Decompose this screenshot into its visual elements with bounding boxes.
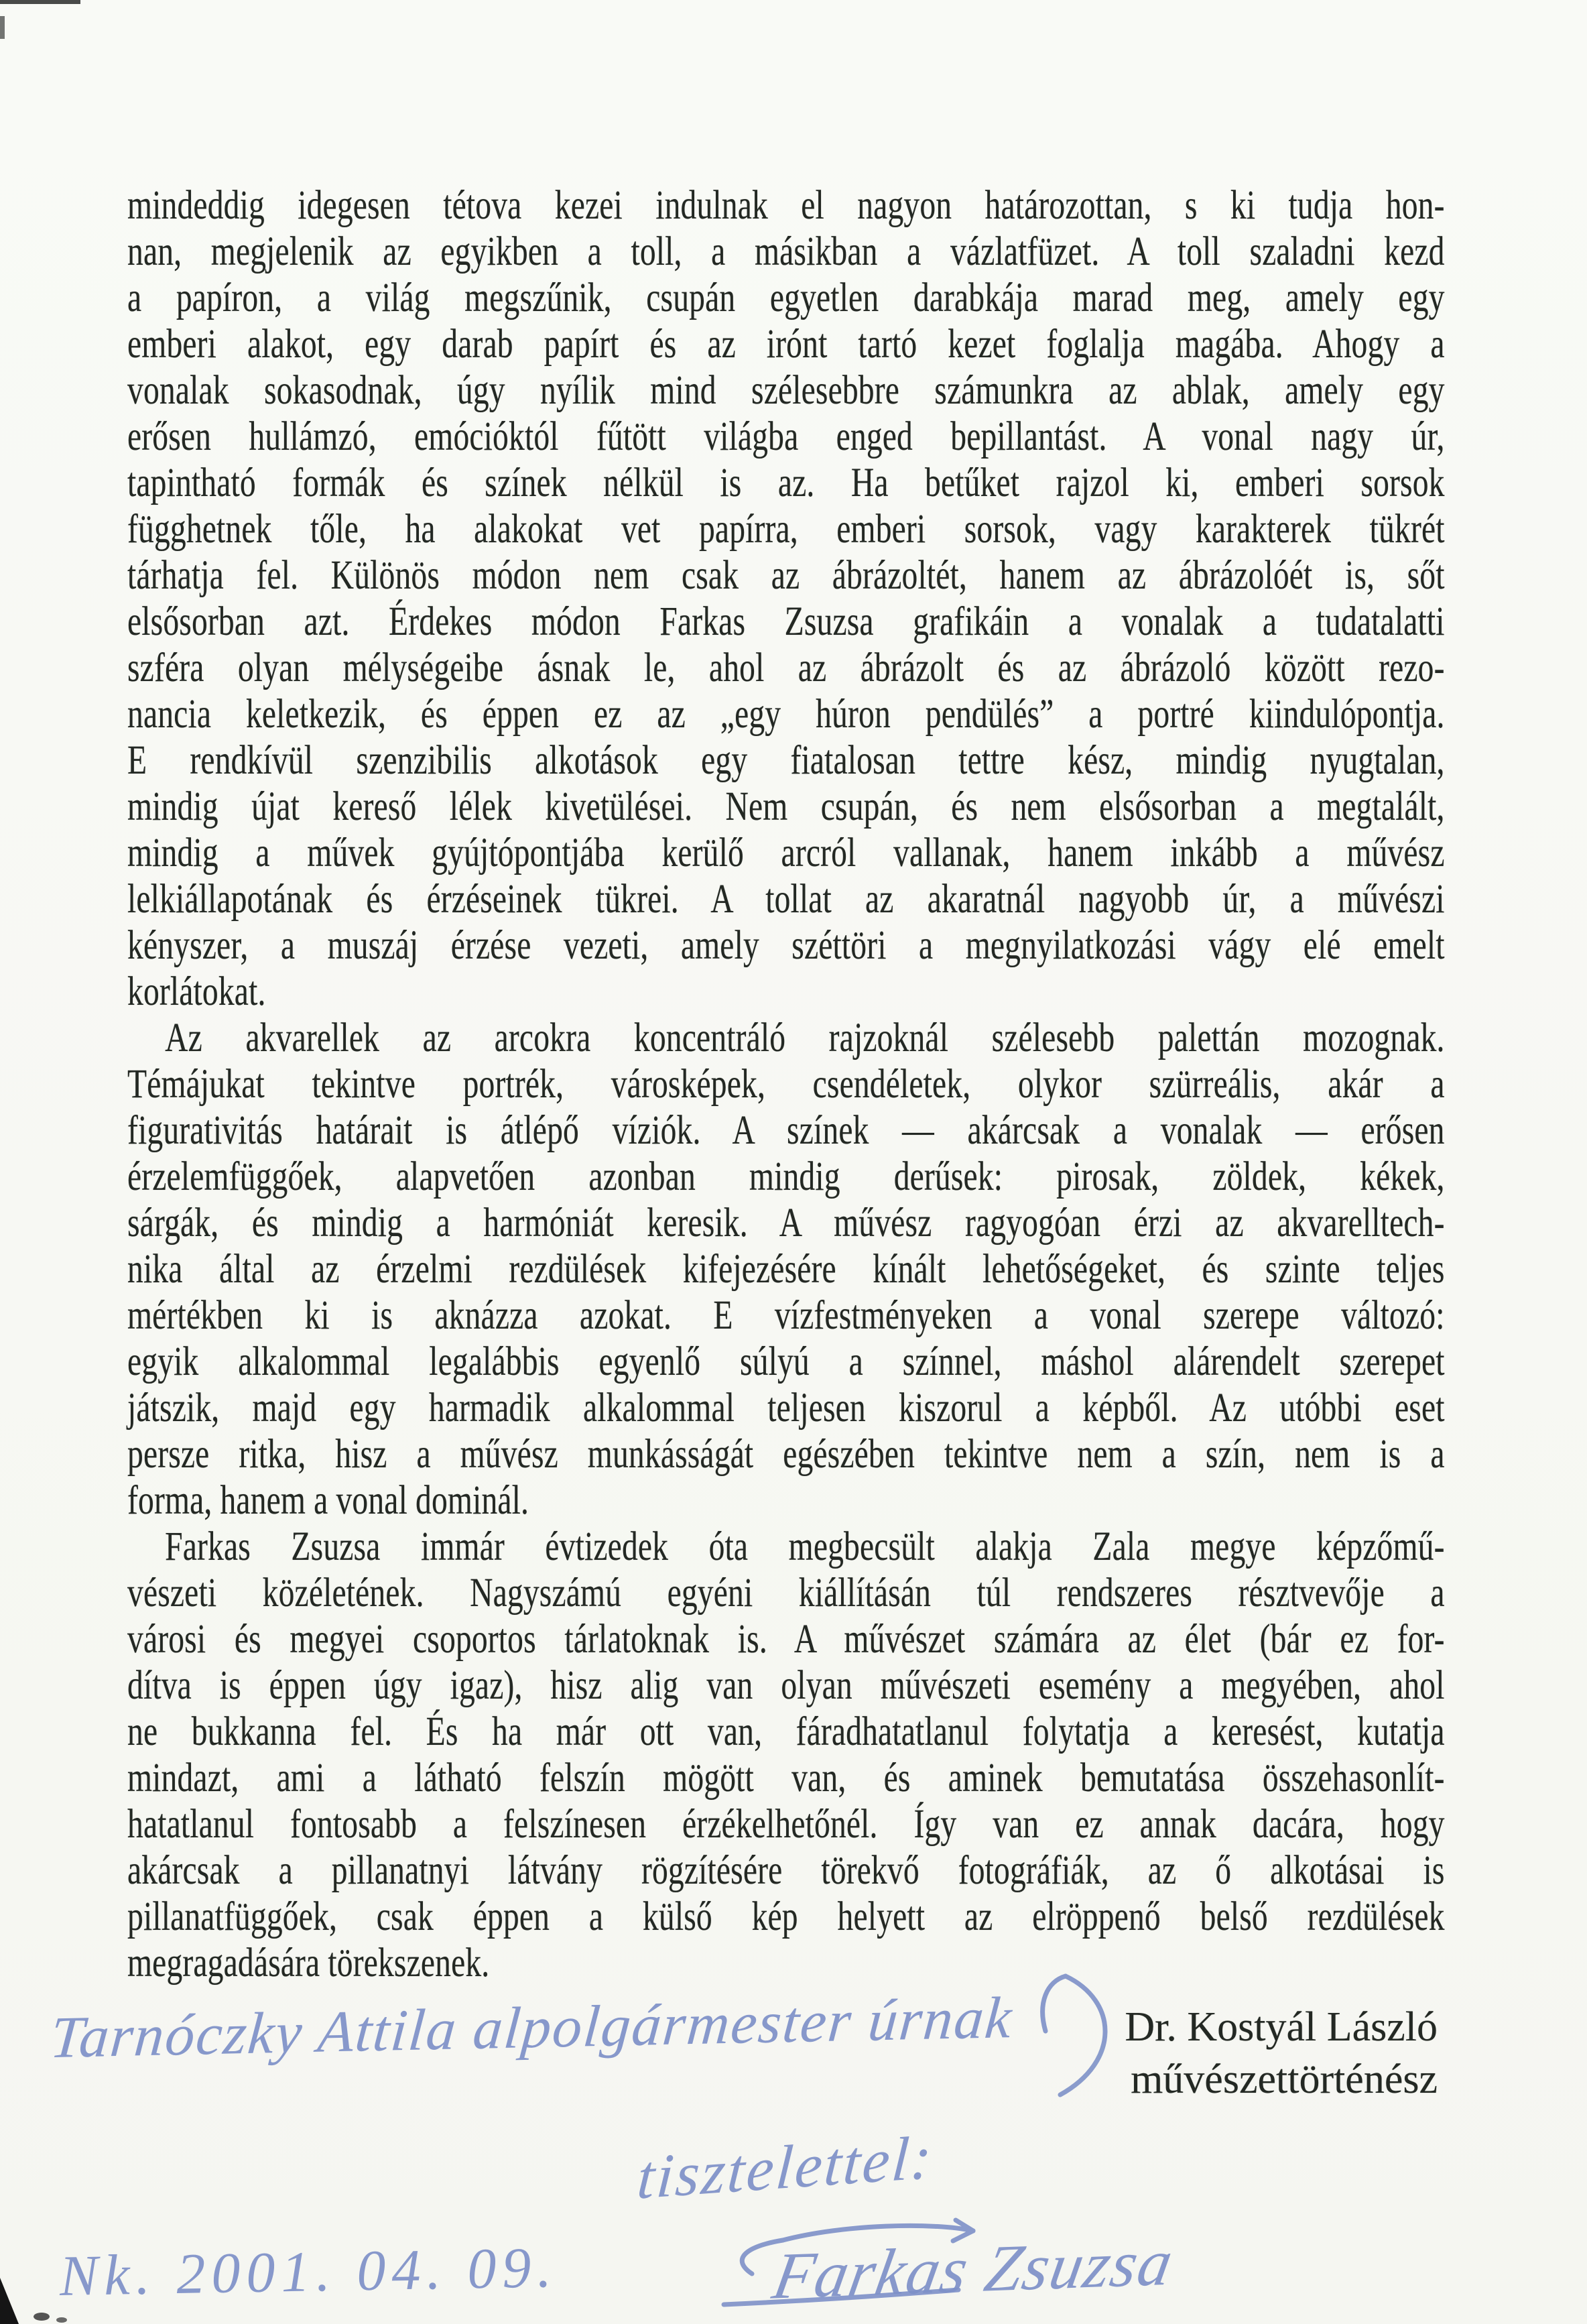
text-line: függhetnek tőle, ha alakokat vet papírra, emberi sorsok, vagy karakterek tükrét <box>127 507 1445 552</box>
text-line: pillanatfüggőek, csak éppen a külső kép helyett az elröppenő belső rezdülések <box>127 1894 1445 1939</box>
text-line: mindig a művek gyújtópontjába kerülő arcról vallanak, hanem inkább a művész <box>127 831 1445 875</box>
text-line: nika által az érzelmi rezdülések kifejezésére kínált lehetőségeket, és szinte teljes <box>127 1247 1445 1292</box>
text-line: E rendkívül szenzibilis alkotások egy fiatalosan tettre kész, mindig nyugtalan, <box>127 738 1445 783</box>
text-line: Farkas Zsuzsa immár évtizedek óta megbecsült alakja Zala megye képzőmű- <box>165 1524 1445 1569</box>
text-line: megragadására törekszenek. <box>127 1941 490 1985</box>
body-text <box>127 182 1445 1986</box>
handwritten-salutation: tisztelettel: <box>635 2122 936 2212</box>
text-line: játszik, majd egy harmadik alkalommal teljesen kiszorul a képből. Az utóbbi eset <box>127 1386 1445 1430</box>
text-line: hatatlanul fontosabb a felszínesen érzékelhetőnél. Így van ez annak dacára, hogy <box>127 1802 1445 1847</box>
scan-artifact-top-edge <box>0 0 80 4</box>
text-line: tárhatja fel. Különös módon nem csak az ábrázoltét, hanem az ábrázolóét is, sőt <box>127 553 1445 598</box>
scan-artifact-corner-wedge <box>0 2278 19 2324</box>
handwritten-dedication: Tarnóczky Attila alpolgármester úrnak <box>48 1985 1016 2071</box>
text-line: dítva is éppen úgy igaz), hisz alig van olyan művészeti esemény a megyében, ahol <box>127 1663 1445 1708</box>
text-line: sárgák, és mindig a harmóniát keresik. A művész ragyogóan érzi az akvarelltech- <box>127 1201 1445 1245</box>
handwritten-date-note: Nk. 2001. 04. 09. <box>59 2235 558 2308</box>
text-line: korlátokat. <box>127 969 266 1014</box>
text-line: nancia keletkezik, és éppen ez az „egy húron pendülés” a portré kiindulópontja. <box>127 692 1445 737</box>
text-line: kényszer, a muszáj érzése vezeti, amely széttöri a megnyilatkozási vágy elé emelt <box>127 923 1445 968</box>
handwritten-signature: Farkas Zsuzsa <box>767 2226 1180 2313</box>
scan-artifact-smudge <box>34 2313 50 2321</box>
text-line: mindazt, ami a látható felszín mögött van, és aminek bemutatása összehasonlít- <box>127 1756 1445 1800</box>
text-line: városi és megyei csoportos tárlatoknak is. A művészet számára az élet (bár ez for- <box>127 1617 1445 1662</box>
text-line: persze ritka, hisz a művész munkásságát egészében tekintve nem a szín, nem is a <box>127 1432 1445 1477</box>
signature-block <box>1035 2001 1438 2105</box>
signer-name: Dr. Kostyál László <box>1125 2004 1438 2050</box>
scan-artifact-smudge <box>56 2317 67 2323</box>
text-line: mindeddig idegesen tétova kezei indulnak el nagyon határozottan, s ki tudja hon- <box>127 183 1445 228</box>
text-line: mértékben ki is aknázza azokat. E vízfestményeken a vonal szerepe változó: <box>127 1293 1445 1338</box>
text-line: érzelemfüggőek, alapvetően azonban mindig derűsek: pirosak, zöldek, kékek, <box>127 1154 1445 1199</box>
text-line: forma, hanem a vonal dominál. <box>127 1478 529 1523</box>
text-line: vonalak sokasodnak, úgy nyílik mind szélesebbre számunkra az ablak, amely egy <box>127 368 1445 413</box>
text-line: elsősorban azt. Érdekes módon Farkas Zsuzsa grafikáin a vonalak a tudatalatti <box>127 599 1445 644</box>
text-line: mindig újat kereső lélek kivetülései. Nem csupán, és nem elsősorban a megtalált, <box>127 784 1445 829</box>
text-line: akárcsak a pillanatnyi látvány rögzítésére törekvő fotográfiák, az ő alkotásai is <box>127 1848 1445 1893</box>
text-line: szféra olyan mélységeibe ásnak le, ahol az ábrázolt és az ábrázoló között rezo- <box>127 646 1445 690</box>
text-line: erősen hullámzó, emócióktól fűtött világba enged bepillantást. A vonal nagy úr, <box>127 414 1445 459</box>
scan-artifact-left-tick <box>0 16 5 39</box>
text-line: nan, megjelenik az egyikben a toll, a másikban a vázlatfüzet. A toll szaladni kezd <box>127 229 1445 274</box>
text-line: figurativitás határait is átlépő víziók. A színek — akárcsak a vonalak — erősen <box>127 1108 1445 1153</box>
text-line: vészeti közéletének. Nagyszámú egyéni kiállításán túl rendszeres résztvevője a <box>127 1571 1445 1615</box>
text-line: lelkiállapotának és érzéseinek tükrei. A tollat az akaratnál nagyobb úr, a művészi <box>127 877 1445 922</box>
text-line: a papíron, a világ megszűnik, csupán egyetlen darabkája marad meg, amely egy <box>127 276 1445 320</box>
text-line: ne bukkanna fel. És ha már ott van, fáradhatatlanul folytatja a keresést, kutatja <box>127 1709 1445 1754</box>
signer-title: művészettörténész <box>1131 2057 1438 2102</box>
text-line: tapintható formák és színek nélkül is az. Ha betűket rajzol ki, emberi sorsok <box>127 461 1445 505</box>
text-line: Az akvarellek az arcokra koncentráló rajzoknál szélesebb palettán mozognak. <box>165 1016 1445 1060</box>
text-line: Témájukat tekintve portrék, városképek, csendéletek, olykor szürreális, akár a <box>127 1062 1445 1107</box>
text-line: egyik alkalommal legalábbis egyenlő súlyú a színnel, máshol alárendelt szerepet <box>127 1339 1445 1384</box>
text-line: emberi alakot, egy darab papírt és az irónt tartó kezet foglalja magába. Ahogy a <box>127 322 1445 367</box>
